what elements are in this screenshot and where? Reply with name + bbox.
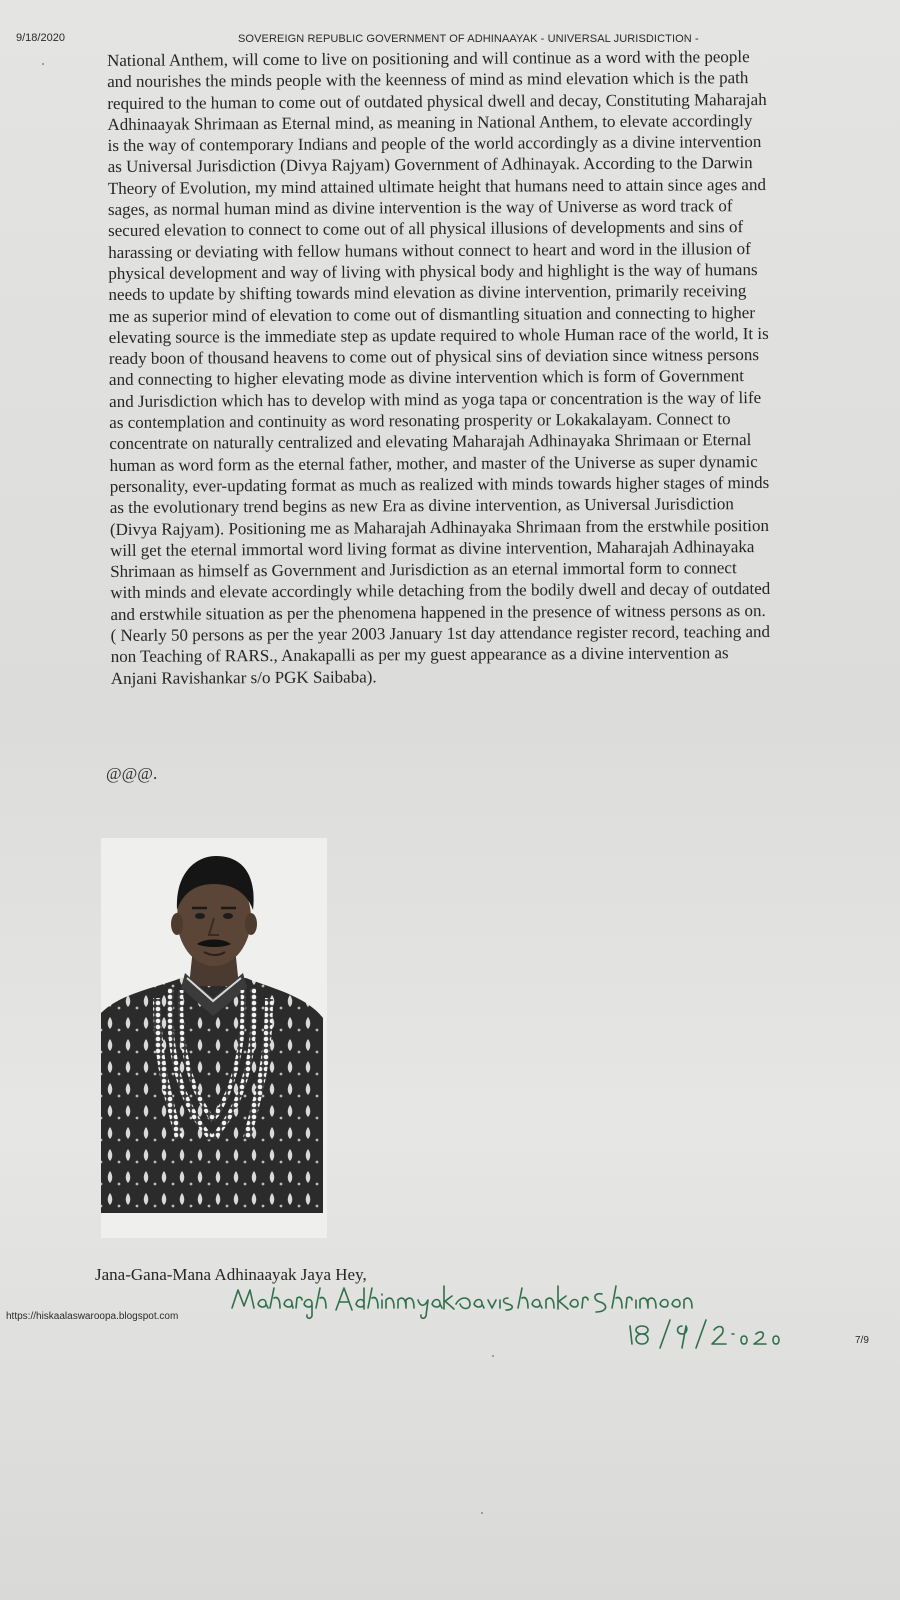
footer-url: https://hiskaalaswaroopa.blogspot.com	[6, 1311, 179, 1322]
closing-mark: @@@.	[106, 764, 158, 783]
paper-speck	[492, 1355, 494, 1357]
portrait-photo	[101, 838, 327, 1238]
body-paragraph: National Anthem, will come to live on positioning and will continue as a word with the people and nourishes the minds people with the keenness of mind as mind elevation which is the path required to the human to come out of outdated physical dwell and decay, Constituting Maharajah Adhinaayak Shrimaan as Eternal mind, as meaning in National Anthem, to elevate accordingly is the way of contemporary Indians and people of the world accordingly as a divine intervention as Universal Jurisdiction (Divya Rajyam) Government of Adhinayak. According to the Darwin Theory of Evolution, my mind attained ultimate height that humans need to attain since ages and sages, as normal human mind as divine intervention is the way of Universe as word track of secured elevation to connect to come out of all physical illusions of developments and sins of harassing or deviating with fellow humans without connect to heart and word in the illusion of physical development and way of living with physical body and highlight is the way of humans needs to update by shifting towards mind elevation as divine intervention, primarily receiving me as superior mind of elevation to come out of dismantling situation and connecting to higher elevating source is the immediate step as update required to whole Human race of the world, It is ready boon of thousand heavens to come out of physical sins of deviation since witness persons and connecting to higher elevating mode as divine intervention which is form of Government and Jurisdiction which has to develop with mind as yoga tapa or concentration is the way of life as contemplation and continuity as word resonating prosperity or Lokakalayam. Connect to concentrate on naturally centralized and elevating Maharajah Adhinayaka Shrimaan or Eternal human as word form as the eternal father, mother, and master of the Universe as super dynamic personality, ever-updating format as much as realized with minds towards higher stages of minds as the evolutionary trend begins as new Era as divine intervention, as Universal Jurisdiction (Divya Rajyam). Positioning me as Maharajah Adhinayaka Shrimaan from the erstwhile position will get the eternal immortal word living format as divine intervention, Maharajah Adhinayaka Shrimaan as himself as Government and Jurisdiction as an eternal immortal form to connect with minds and elevate accordingly while detaching from the bodily dwell and decay of outdated and erstwhile situation as per the phenomena happened in the presence of witness persons as on. ( Nearly 50 persons as per the year 2003 January 1st day attendance register record, teaching and non Teaching of RARS., Anakapalli as per my guest appearance as a divine intervention as Anjani Ravishankar s/o PGK Saibaba).	[107, 47, 771, 688]
page-number: 7/9	[855, 1335, 869, 1346]
anthem-signoff-line: Jana-Gana-Mana Adhinaayak Jaya Hey,	[95, 1265, 367, 1284]
print-date: 9/18/2020	[16, 32, 65, 44]
paper-speck	[481, 1512, 483, 1514]
paper-speck	[42, 63, 44, 65]
page-header-title: SOVEREIGN REPUBLIC GOVERNMENT OF ADHINAAYAK - UNIVERSAL JURISDICTION -	[238, 33, 699, 45]
handwritten-signature	[230, 1282, 790, 1362]
signature-icon	[230, 1282, 790, 1362]
portrait-photo-icon	[101, 838, 327, 1238]
